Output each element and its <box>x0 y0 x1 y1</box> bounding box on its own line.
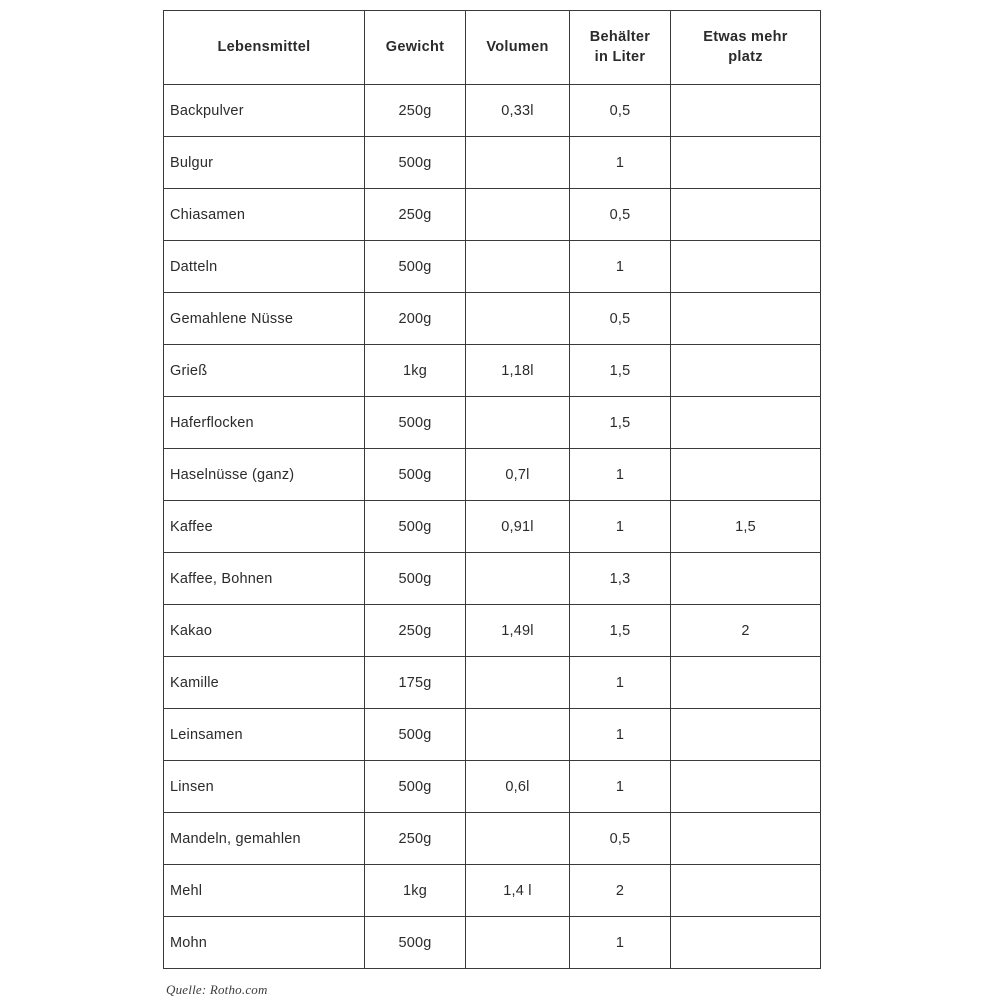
cell-etwas-mehr-platz <box>671 709 821 761</box>
cell-behaelter: 0,5 <box>570 813 671 865</box>
cell-etwas-mehr-platz <box>671 241 821 293</box>
cell-gewicht: 500g <box>365 501 466 553</box>
cell-etwas-mehr-platz <box>671 813 821 865</box>
cell-gewicht: 500g <box>365 449 466 501</box>
cell-gewicht: 1kg <box>365 865 466 917</box>
cell-gewicht: 250g <box>365 85 466 137</box>
cell-etwas-mehr-platz <box>671 553 821 605</box>
cell-lebensmittel: Kakao <box>164 605 365 657</box>
cell-behaelter: 1 <box>570 709 671 761</box>
cell-etwas-mehr-platz <box>671 293 821 345</box>
table-row <box>164 501 821 553</box>
cell-etwas-mehr-platz: 2 <box>671 605 821 657</box>
cell-behaelter: 2 <box>570 865 671 917</box>
cell-lebensmittel: Mandeln, gemahlen <box>164 813 365 865</box>
column-header-etwas-mehr-platz <box>671 11 821 85</box>
cell-gewicht: 250g <box>365 189 466 241</box>
cell-gewicht: 500g <box>365 917 466 969</box>
cell-etwas-mehr-platz <box>671 865 821 917</box>
cell-lebensmittel: Grieß <box>164 345 365 397</box>
column-header-label: Lebensmittel <box>217 38 311 55</box>
cell-gewicht: 500g <box>365 709 466 761</box>
cell-lebensmittel: Haselnüsse (ganz) <box>164 449 365 501</box>
cell-volumen: 1,49l <box>466 605 570 657</box>
cell-gewicht: 250g <box>365 605 466 657</box>
cell-volumen: 1,18l <box>466 345 570 397</box>
column-header-behaelter <box>570 11 671 85</box>
cell-etwas-mehr-platz <box>671 397 821 449</box>
cell-volumen <box>466 813 570 865</box>
cell-etwas-mehr-platz <box>671 657 821 709</box>
cell-behaelter: 1 <box>570 917 671 969</box>
column-header-label-line2: platz <box>728 48 763 65</box>
cell-etwas-mehr-platz <box>671 761 821 813</box>
cell-behaelter: 1 <box>570 501 671 553</box>
cell-volumen: 1,4 l <box>466 865 570 917</box>
table-row <box>164 813 821 865</box>
table-row <box>164 397 821 449</box>
column-header-gewicht <box>365 11 466 85</box>
cell-lebensmittel: Kaffee <box>164 501 365 553</box>
table-row <box>164 917 821 969</box>
cell-volumen <box>466 241 570 293</box>
cell-gewicht: 175g <box>365 657 466 709</box>
table-row <box>164 449 821 501</box>
table-body <box>164 85 821 969</box>
cell-volumen <box>466 293 570 345</box>
cell-lebensmittel: Kaffee, Bohnen <box>164 553 365 605</box>
cell-etwas-mehr-platz <box>671 137 821 189</box>
cell-gewicht: 200g <box>365 293 466 345</box>
cell-gewicht: 1kg <box>365 345 466 397</box>
cell-etwas-mehr-platz <box>671 917 821 969</box>
cell-behaelter: 1 <box>570 761 671 813</box>
table-row <box>164 293 821 345</box>
table-row <box>164 657 821 709</box>
table-row <box>164 709 821 761</box>
table-row <box>164 189 821 241</box>
table-row <box>164 345 821 397</box>
column-header-label-line1: Behälter <box>589 28 651 45</box>
cell-volumen: 0,7l <box>466 449 570 501</box>
cell-volumen <box>466 397 570 449</box>
cell-behaelter: 0,5 <box>570 189 671 241</box>
cell-lebensmittel: Haferflocken <box>164 397 365 449</box>
table-row <box>164 761 821 813</box>
cell-lebensmittel: Backpulver <box>164 85 365 137</box>
table-sheet <box>163 10 820 969</box>
cell-lebensmittel: Kamille <box>164 657 365 709</box>
table-header <box>164 11 821 85</box>
column-header-label-line2: in Liter <box>594 48 646 65</box>
cell-gewicht: 500g <box>365 397 466 449</box>
table-row <box>164 865 821 917</box>
cell-volumen: 0,91l <box>466 501 570 553</box>
cell-behaelter: 0,5 <box>570 85 671 137</box>
column-header-volumen <box>466 11 570 85</box>
cell-etwas-mehr-platz <box>671 85 821 137</box>
cell-behaelter: 1 <box>570 449 671 501</box>
cell-volumen <box>466 917 570 969</box>
cell-lebensmittel: Gemahlene Nüsse <box>164 293 365 345</box>
cell-lebensmittel: Linsen <box>164 761 365 813</box>
cell-volumen <box>466 709 570 761</box>
table-row <box>164 605 821 657</box>
cell-lebensmittel: Bulgur <box>164 137 365 189</box>
cell-gewicht: 500g <box>365 553 466 605</box>
table-header-row <box>164 11 821 85</box>
cell-gewicht: 500g <box>365 761 466 813</box>
cell-etwas-mehr-platz: 1,5 <box>671 501 821 553</box>
column-header-label: Volumen <box>486 38 549 55</box>
cell-etwas-mehr-platz <box>671 449 821 501</box>
cell-lebensmittel: Datteln <box>164 241 365 293</box>
table-row <box>164 137 821 189</box>
table-row <box>164 85 821 137</box>
cell-gewicht: 250g <box>365 813 466 865</box>
cell-lebensmittel: Chiasamen <box>164 189 365 241</box>
cell-lebensmittel: Leinsamen <box>164 709 365 761</box>
column-header-lebensmittel <box>164 11 365 85</box>
cell-gewicht: 500g <box>365 241 466 293</box>
cell-volumen <box>466 137 570 189</box>
cell-behaelter: 1 <box>570 657 671 709</box>
column-header-label: Gewicht <box>385 38 445 55</box>
cell-behaelter: 1 <box>570 137 671 189</box>
cell-volumen: 0,6l <box>466 761 570 813</box>
cell-volumen <box>466 189 570 241</box>
cell-volumen <box>466 553 570 605</box>
cell-behaelter: 1 <box>570 241 671 293</box>
cell-behaelter: 0,5 <box>570 293 671 345</box>
column-header-label-line1: Etwas mehr <box>703 28 788 45</box>
cell-lebensmittel: Mohn <box>164 917 365 969</box>
cell-behaelter: 1,3 <box>570 553 671 605</box>
cell-behaelter: 1,5 <box>570 605 671 657</box>
cell-gewicht: 500g <box>365 137 466 189</box>
cell-etwas-mehr-platz <box>671 189 821 241</box>
cell-behaelter: 1,5 <box>570 397 671 449</box>
cell-volumen <box>466 657 570 709</box>
table-row <box>164 241 821 293</box>
food-storage-table <box>163 10 821 969</box>
table-row <box>164 553 821 605</box>
source-caption: Quelle: Rotho.com <box>166 982 268 997</box>
cell-etwas-mehr-platz <box>671 345 821 397</box>
cell-lebensmittel: Mehl <box>164 865 365 917</box>
cell-behaelter: 1,5 <box>570 345 671 397</box>
cell-volumen: 0,33l <box>466 85 570 137</box>
